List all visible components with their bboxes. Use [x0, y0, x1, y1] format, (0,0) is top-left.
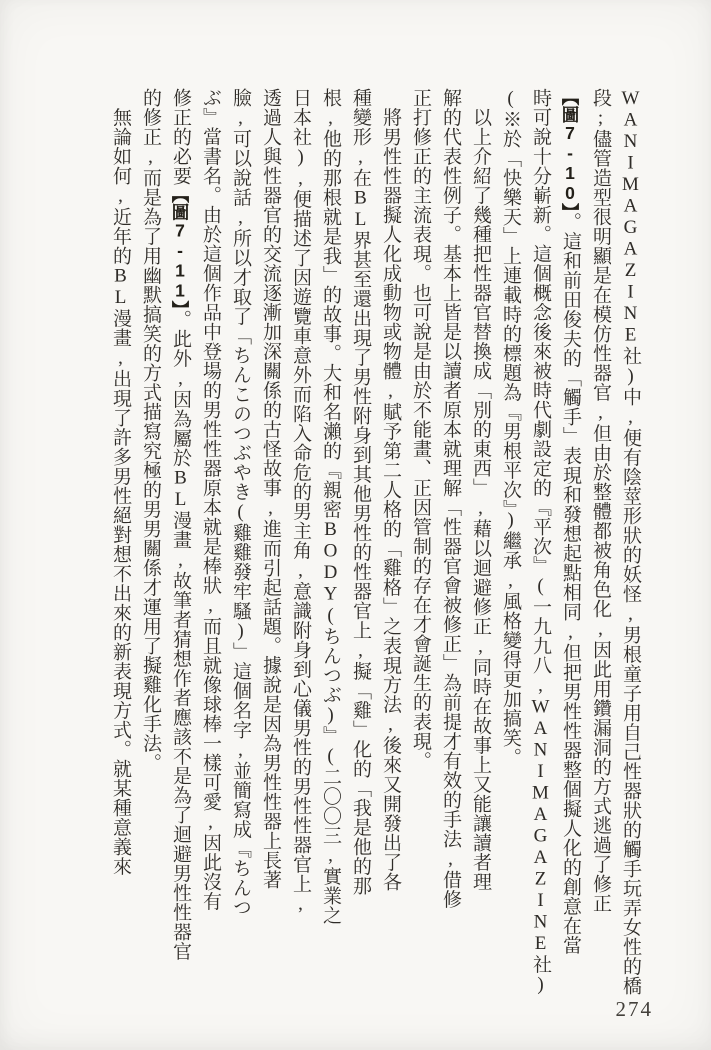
column-text: 根,他的那根就是我」的故事。大和名瀨的『親密BODY(ちんつぶ)』(二〇〇三,實業之 — [320, 88, 341, 925]
column-text: 解的代表性例子。基本上皆是以讀者原本就理解「性器官會被修正」為前提才有效的手法,借修 — [440, 88, 461, 909]
figure-reference: 【圖7-11】 — [170, 185, 190, 310]
text-column — [375, 88, 405, 952]
text-column — [345, 88, 375, 952]
text-column — [315, 88, 345, 952]
text-column — [495, 88, 525, 952]
text-column — [615, 88, 645, 996]
column-text: 修正的必要 — [170, 88, 191, 186]
column-text: 無論如何,近年的BL漫畫,出現了許多男性絕對想不出來的新表現方式。就某種意義來 — [110, 88, 131, 876]
column-text: 時可說十分嶄新。這個概念後來被時代劇設定的『平次』(一九九八,WANIMAGAZINE社) — [530, 88, 551, 996]
text-column — [435, 88, 465, 952]
text-column — [195, 88, 225, 952]
column-text: 段;儘管造型很明顯是在模仿性器官,但由於整體都被角色化,因此用鑽漏洞的方式逃過了修正 — [590, 88, 611, 913]
text-column — [555, 88, 585, 955]
text-column — [285, 88, 315, 952]
column-text: WANIMAGAZINE社)中,便有陰莖形狀的妖怪,男根童子用自己性器狀的觸手玩弄女性的橋 — [620, 88, 641, 996]
text-column — [255, 88, 285, 952]
text-column — [525, 88, 555, 996]
figure-reference: 【圖7-10】 — [560, 88, 580, 212]
column-text: 種變形,在BL界甚至還出現了男性附身到其他男性的性器官上,擬「雞」化的「我是他的那 — [350, 88, 371, 896]
column-text: 日本社),便描述了因遊覽車意外而陷入命危的男主角,意識附身到心儀男性的男性性器官上, — [290, 88, 311, 915]
column-text: ぶ』當書名。由於這個作品中登場的男性性器原本就是棒狀,而且就像球棒一樣可愛,因此沒有 — [200, 88, 221, 911]
text-column — [105, 88, 135, 952]
text-column — [465, 88, 495, 952]
column-text: 透過人與性器官的交流逐漸加深關係的古怪故事,進而引起話題。據說是因為男性性器上長著 — [260, 88, 281, 890]
text-column — [135, 88, 165, 952]
vertical-text-block — [105, 88, 645, 996]
column-text: 。此外,因為屬於BL漫畫,故筆者猜想作者應該不是為了迴避男性性器官 — [170, 309, 191, 961]
column-text: 。這和前田俊夫的「觸手」表現和發想起點相同,但把男性性器整個擬人化的創意在當 — [560, 211, 581, 955]
text-column — [165, 88, 195, 961]
column-text: (※於「快樂天」上連載時的標題為『男根平次』)繼承,風格變得更加搞笑。 — [500, 88, 521, 767]
page-number: 274 — [615, 997, 653, 1021]
text-column — [405, 88, 435, 952]
column-text: 將男性性器擬人化成動物或物體,賦予第二人格的「雞格」之表現方法,後來又開發出了各 — [380, 88, 401, 892]
text-column — [225, 88, 255, 952]
column-text: 臉,可以說話,所以才取了「ちんこのつぶやき(雞雞發牢騷)」這個名字,並簡寫成『ちんつ — [230, 88, 251, 917]
column-text: 正打修正的主流表現。也可說是由於不能畫、正因管制的存在才會誕生的表現。 — [410, 88, 431, 771]
text-column — [585, 88, 615, 952]
column-text: 以上介紹了幾種把性器官替換成「別的東西」,藉以迴避修正,同時在故事上又能讓讀者理 — [470, 88, 491, 892]
column-text: 的修正,而是為了用幽默搞笑的方式描寫究極的男男關係才運用了擬雞化手法。 — [140, 88, 161, 773]
